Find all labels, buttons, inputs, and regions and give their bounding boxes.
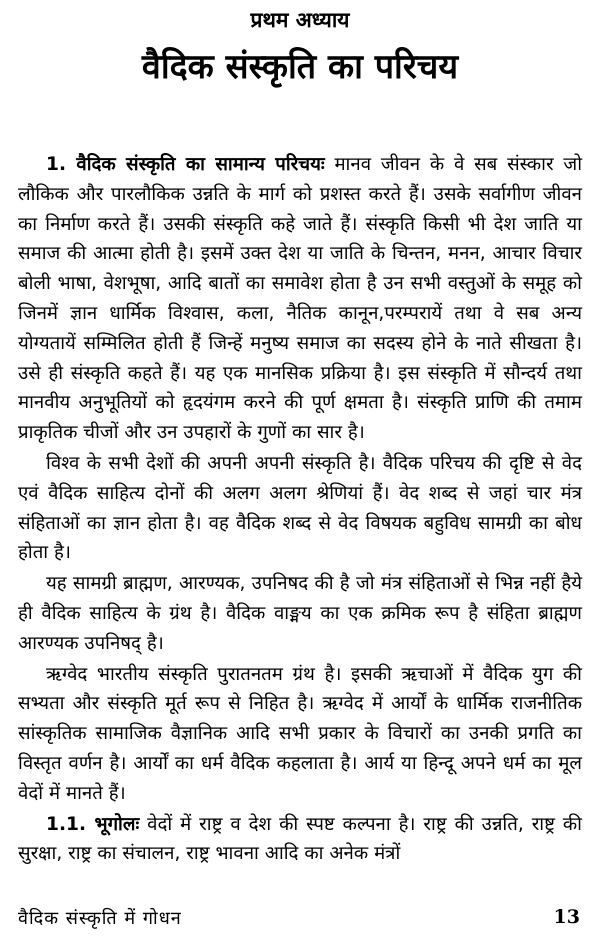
paragraph-3	[18, 569, 582, 658]
paragraph-3-text: यह सामग्री ब्राह्मण, आरण्यक, उपनिषद की है जो मंत्र संहिताओं से भिन्न नहीं हैये ही वैदिक साहित्य के ग्रंथ है। वैदिक वाङ्मय का एक क्रमिक रूप है संहिता ब्राह्मण आरण्यक उपनिषद् है।	[18, 573, 582, 654]
footer-book-title: वैदिक संस्कृति में गोधन	[18, 908, 182, 929]
section-heading-1-1: 1.1. भूगोलः	[46, 813, 140, 835]
paragraph-2-text: विश्व के सभी देशों की अपनी अपनी संस्कृति है। वैदिक परिचय की दृष्टि से वेद एवं वैदिक साहित्य दोनों की अलग अलग श्रेणियां हैं। वेद शब्द से जहां चार मंत्र संहिताओं का ज्ञान होता है। वह वैदिक शब्द से वेद विषयक बहुविध सामग्री का बोध होता है।	[18, 452, 582, 564]
chapter-title: वैदिक संस्कृति का परिचय	[141, 47, 459, 87]
body-text	[18, 150, 582, 870]
paragraph-5	[18, 810, 582, 870]
paragraph-4-text: ऋग्वेद भारतीय संस्कृति पुरातनतम ग्रंथ है। इसकी ऋचाओं में वैदिक युग की सभ्यता और संस्कृति मूर्त रूप से निहित है। ऋग्वेद में आर्यों के धार्मिक राजनीतिक सांस्कृतिक सामाजिक वैज्ञानिक आदि सभी प्रकार के विचारों का उनकी प्रगति का विस्तृत वर्णन है। आर्यों का धर्म वैदिक कहलाता है। आर्य या हिन्दू अपने धर्म का मूल वेदों में मानते हैं।	[18, 663, 582, 804]
paragraph-1-text: मानव जीवन के वे सब संस्कार जो लौकिक और पारलौकिक उन्नति के मार्ग को प्रशस्त करते हैं। उसके सर्वागीण जीवन का निर्माण करते हैं। उसकी संस्कृति कहे जाते हैं। संस्कृति किसी भी देश जाति या समाज की आत्मा होती है। इसमें उक्त देश या जाति के चिन्तन, मनन, आचार विचार बोली भाषा, वेशभूषा, आदि बातों का समावेश होता है उन सभी वस्तुओं के समूह को जिनमें ज्ञान धार्मिक विश्वास, कला, नैतिक कानून,परम्परायें तथा वे सब अन्य योग्यतायें सम्मिलित होती हैं जिन्हें मनुष्य समाज का सदस्य होने के नाते सीखता है। उसे ही संस्कृति कहते हैं। यह एक मानसिक प्रक्रिया है। इस संस्कृति में सौन्दर्य तथा मानवीय अनुभूतियों को हृदयंगम करने की पूर्ण क्षमता है। संस्कृति प्राणि की तमाम प्राकृतिक चीजों और उन उपहारों के गुणों का सार है।	[18, 154, 583, 444]
section-heading-1: 1. वैदिक संस्कृति का सामान्य परिचयः	[46, 154, 325, 175]
chapter-label: प्रथम अध्याय	[250, 8, 350, 32]
paragraph-4	[18, 660, 582, 809]
page-number: 13	[553, 906, 580, 928]
paragraph-2	[18, 449, 582, 568]
paragraph-1	[18, 150, 582, 448]
paragraph-5-text: वेदों में राष्ट्र व देश की स्पष्ट कल्पना है। राष्ट्र की उन्नति, राष्ट्र की सुरक्षा, राष्ट्र का संचालन, राष्ट्र भावना आदि का अनेक मंत्रों	[18, 813, 582, 865]
